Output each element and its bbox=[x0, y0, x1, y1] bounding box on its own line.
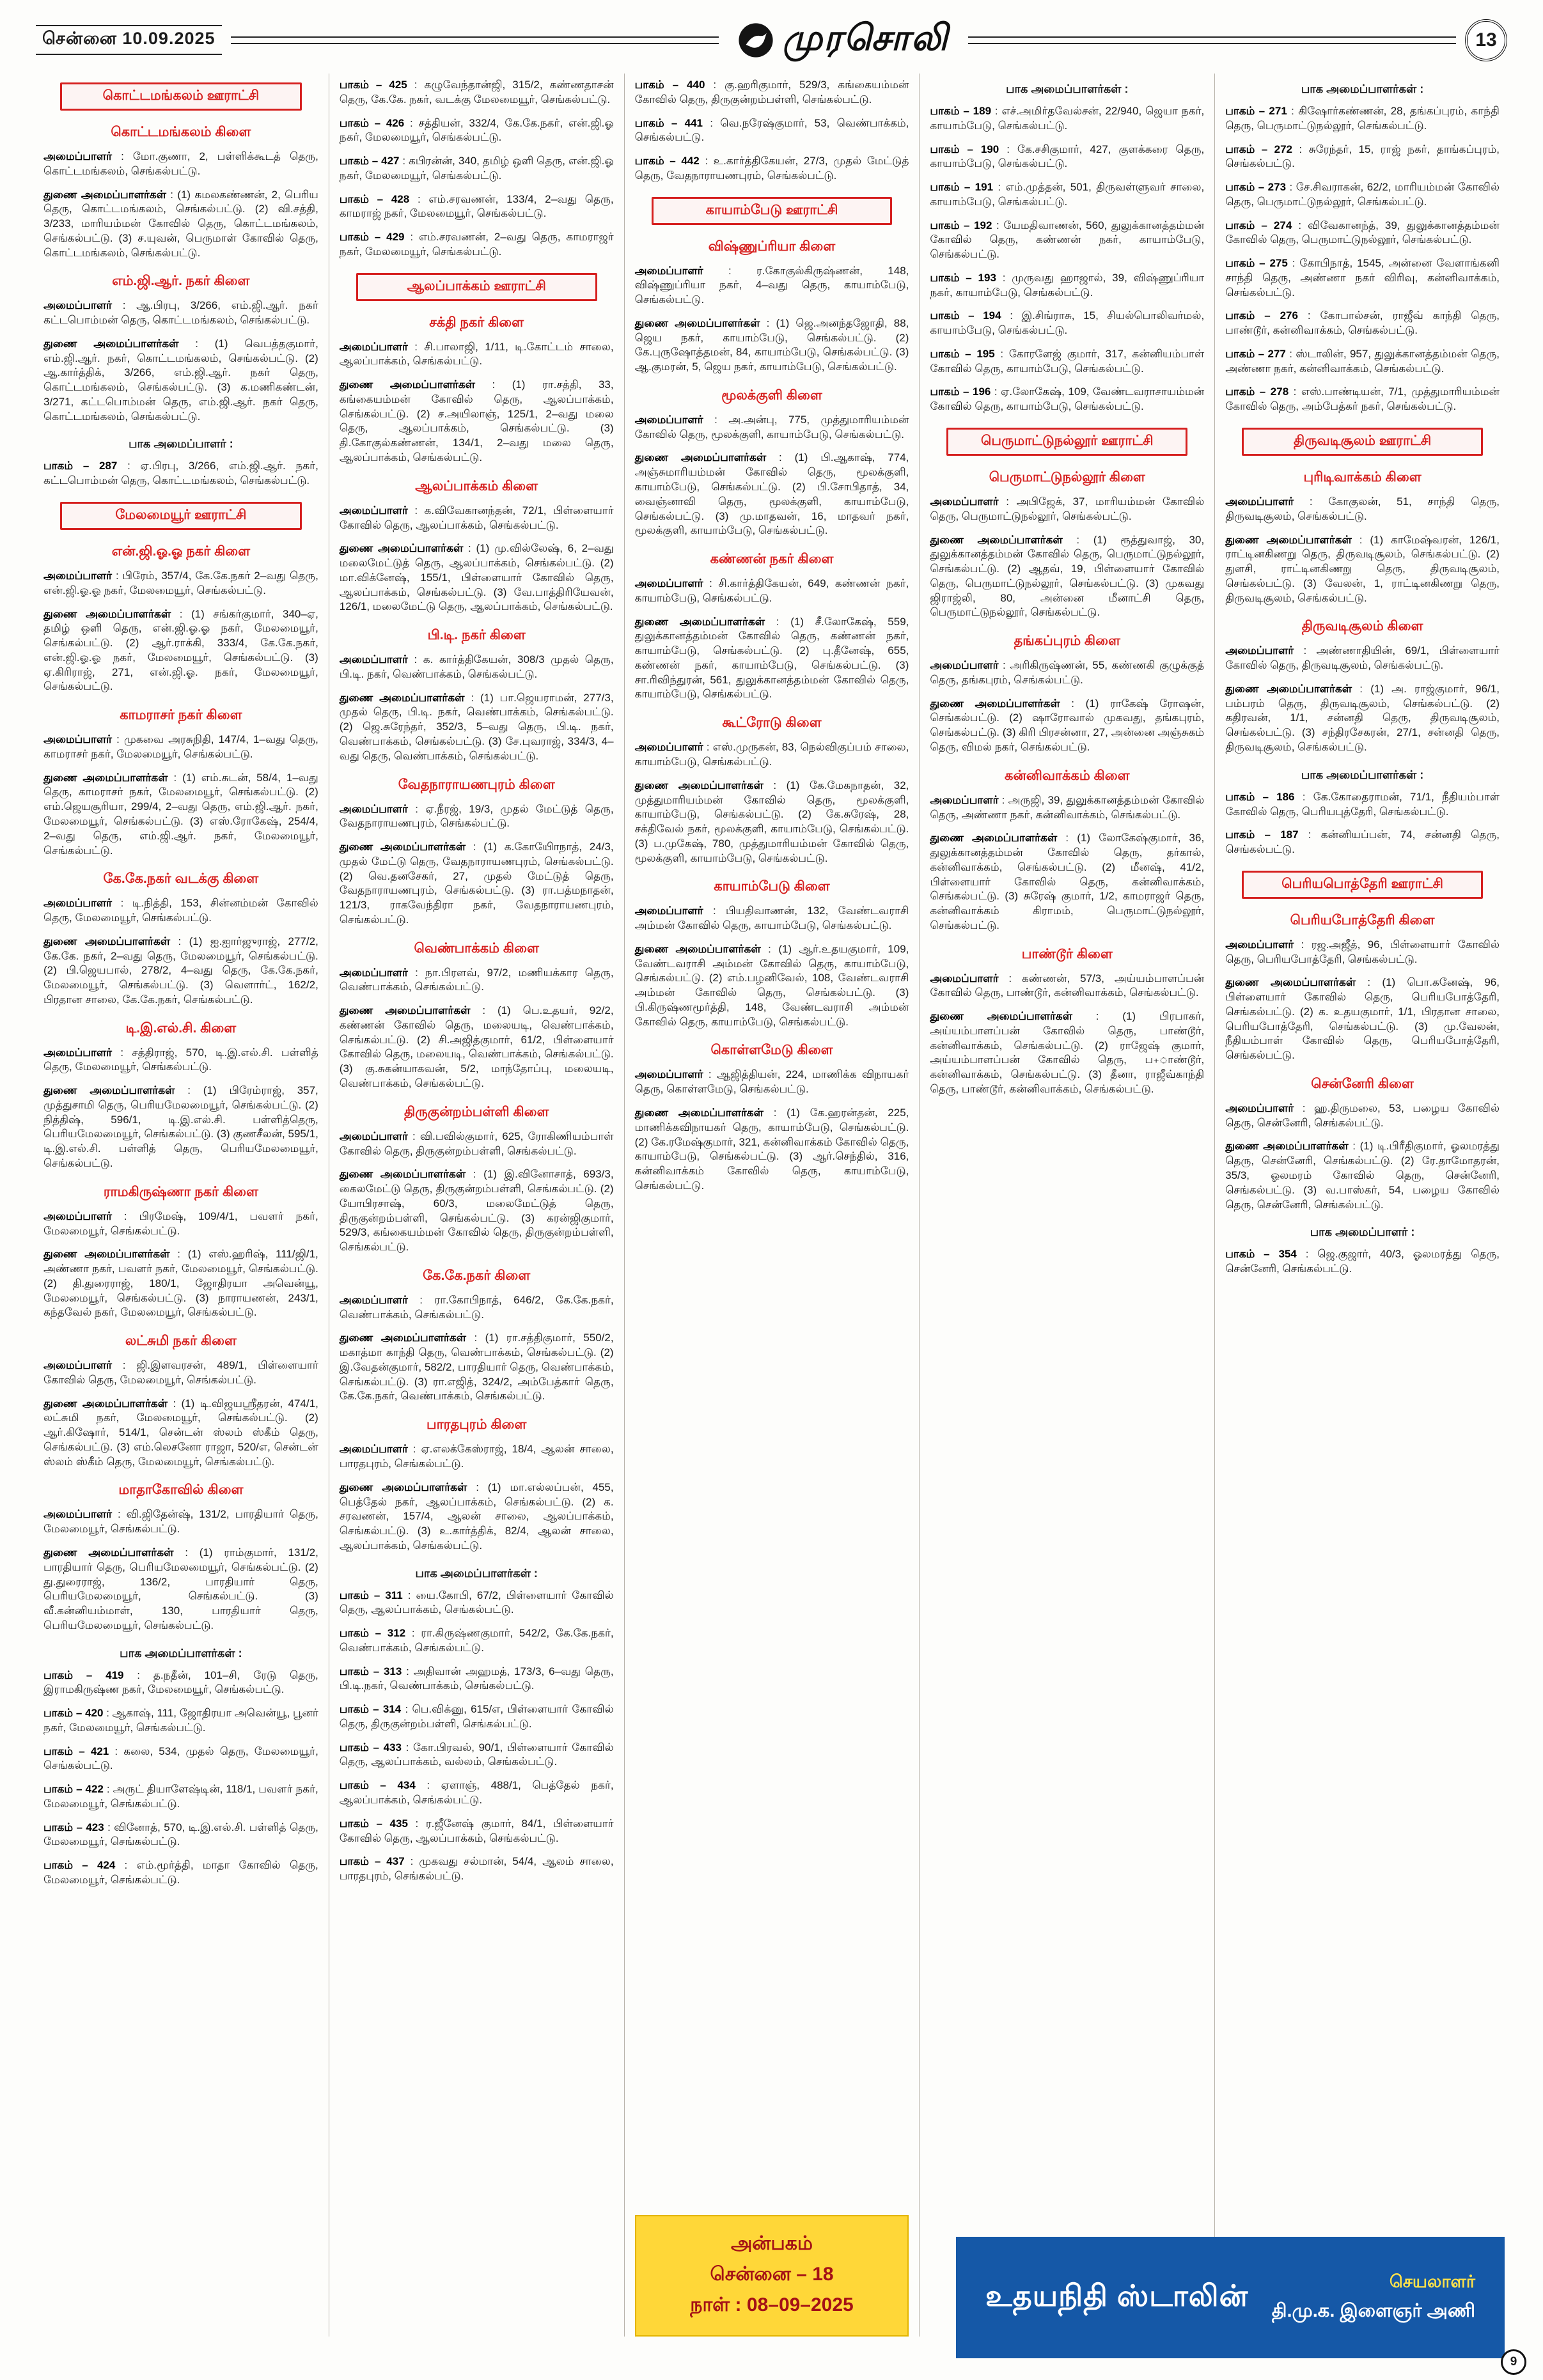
ward-number: பாகம் – 423 bbox=[43, 1821, 104, 1833]
member-paragraph: அமைப்பாளர் : ஹ.திருமலை, 53, பழைய கோவில் தெரு, சென்னேரி, செங்கல்பட்டு. bbox=[1225, 1101, 1500, 1129]
branch-header: கொட்டமங்கலம் கிளை bbox=[111, 125, 251, 139]
ward-organisers-label: பாக அமைப்பாளர்கள் : bbox=[120, 1646, 242, 1660]
signoff-org: தி.மு.க. இளைஞர் அணி bbox=[1271, 2300, 1475, 2321]
branch-header: பாண்டூர் கிளை bbox=[1021, 946, 1113, 961]
role-label: அமைப்பாளர் bbox=[43, 570, 113, 582]
member-paragraph: அமைப்பாளர் : வி.ஜிதேன்ஷ், 131/2, பாரதியார் தெரு, மேலமையூர், செங்கல்பட்டு. bbox=[43, 1508, 318, 1536]
member-paragraph: துணை அமைப்பாளர்கள் : (1) பெ.உதயர், 92/2, கண்ணன் கோவில் தெரு, மலையடி, வெண்பாக்கம், செங்கல்பட்டு. (2) சி.அஜித்குமார், 61/2, பிள்ளையார் கோவில் தெரு, மலையடி, வெண்பாக்கம், செங்கல்பட்டு. (3) கு.சுகன்யாகவன், 5/2, மாந்தோப்பு, மலையடி, வெண்பாக்கம், செங்கல்பட்டு. bbox=[339, 1004, 614, 1089]
role-label: துணை அமைப்பாளர்கள் bbox=[43, 935, 171, 947]
ward-number: பாகம் – 287 bbox=[43, 460, 118, 472]
branch-header: கன்னிவாக்கம் கிளை bbox=[1004, 768, 1130, 783]
ward-number: பாகம் – 194 bbox=[930, 309, 1001, 322]
member-paragraph: அமைப்பாளர் : ரா.கோபிநாத், 646/2, கே.கே.நகர், வெண்பாக்கம், செங்கல்பட்டு. bbox=[339, 1293, 614, 1321]
role-label: அமைப்பாளர் bbox=[339, 1130, 408, 1142]
ward-number: பாகம் – 272 bbox=[1225, 143, 1292, 155]
role-label: அமைப்பாளர் bbox=[43, 299, 113, 312]
ward-organisers-label: பாக அமைப்பாளர்கள் : bbox=[415, 1566, 538, 1580]
role-label: அமைப்பாளர் bbox=[1225, 1101, 1294, 1114]
branch-header: கூட்ரோடு கிளை bbox=[722, 715, 822, 731]
murasoli-logo-icon bbox=[738, 22, 774, 58]
role-label: துணை அமைப்பாளர்கள் bbox=[43, 771, 168, 784]
ward-entry: பாகம் – 187 : கன்னியப்பன், 74, சன்னதி தெரு, செங்கல்பட்டு. bbox=[1225, 828, 1500, 856]
branch-header: சென்னேரி கிளை bbox=[1311, 1076, 1414, 1091]
ward-entry: பாகம் – 434 : ஏளாஞ், 488/1, பெத்தேல் நகர், ஆலப்பாக்கம், செங்கல்பட்டு. bbox=[339, 1779, 614, 1807]
role-label: துணை அமைப்பாளர்கள் bbox=[339, 1168, 466, 1181]
ward-entry: பாகம் – 271 : கிஷோர்கண்ணன், 28, தங்கப்புரம், காந்தி தெரு, பெருமாட்டுநல்லூர், செங்கல்பட்டு. bbox=[1225, 105, 1500, 132]
ward-entry: பாகம் – 354 : ஜெ.குஜார், 40/3, ஓலமரத்து தெரு, சென்னேரி, செங்கல்பட்டு. bbox=[1225, 1248, 1500, 1275]
column-2 bbox=[329, 74, 624, 2337]
ward-entry: பாகம் – 421 : கலை, 534, முதல் தெரு, மேலமையூர், செங்கல்பட்டு. bbox=[43, 1745, 318, 1772]
role-label: அமைப்பாளர் bbox=[339, 1443, 408, 1456]
role-label: அமைப்பாளர் bbox=[43, 1359, 113, 1372]
role-label: துணை அமைப்பாளர்கள் bbox=[634, 615, 765, 628]
member-paragraph: துணை அமைப்பாளர்கள் : (1) மு.வில்லேஷ், 6, 2–வது மலைமேட்டுத் தெரு, ஆலப்பாக்கம், செங்கல்பட்டு. (2) மா.விக்னேஷ், 155/1, பிள்ளையார் கோவில் தெரு, ஆலப்பாக்கம், செங்கல்பட்டு. (3) வே.பாத்திரியேவன், 126/1, மலைமேட்டு தெரு, ஆலப்பாக்கம், செங்கல்பட்டு. bbox=[339, 542, 614, 613]
member-paragraph: அமைப்பாளர் : ஆஜித்தியன், 224, மாணிக்க விநாயகர் தெரு, கொள்ளமேடு, செங்கல்பட்டு. bbox=[634, 1068, 909, 1096]
role-label: துணை அமைப்பாளர்கள் bbox=[930, 533, 1063, 546]
member-paragraph: அமைப்பாளர் : அண்ணாதியின், 69/1, பிள்ளையார் கோவில் தெரு, திருவடிசூலம், செங்கல்பட்டு. bbox=[1225, 644, 1500, 672]
member-paragraph: அமைப்பாளர் : பிரேம், 357/4, கே.கே.நகர் 2–வது தெரு, என்.ஜி.ஓ.ஓ நகர், மேலமையூர், செங்கல்பட்டு. bbox=[43, 570, 318, 596]
ward-entry: பாகம் – 429 : எம்.சரவணன், 2–வது தெரு, காமராஜர் நகர், மேலமையூர், செங்கல்பட்டு. bbox=[339, 231, 614, 258]
role-label: துணை அமைப்பாளர்கள் bbox=[1225, 682, 1352, 695]
ward-entry: பாகம் – 275 : கோபிநாத், 1545, அன்னை வேளாங்கனி சாந்தி தெரு, அண்ணா நகர் விரிவு, கன்னிவாக்கம், செங்கல்பட்டு. bbox=[1225, 257, 1500, 299]
member-paragraph: அமைப்பாளர் : அருஜி, 39, துலுக்கானத்தம்மன் கோவில் தெரு, அண்ணா நகர், கன்னிவாக்கம், செங்கல்பட்டு. bbox=[930, 793, 1205, 821]
ward-entry: பாகம் – 272 : சுரேந்தர், 15, ராஜ் நகர், தாங்கப்புரம், செங்கல்பட்டு. bbox=[1225, 143, 1500, 170]
corner-page-marker: 9 bbox=[1501, 2349, 1526, 2375]
ward-number: பாகம் – 354 bbox=[1225, 1248, 1297, 1261]
panchayat-header: ஆலப்பாக்கம் ஊராட்சி bbox=[356, 273, 597, 301]
role-label: அமைப்பாளர் bbox=[930, 495, 999, 508]
member-paragraph: அமைப்பாளர் : சத்திராஜ், 570, டி.இ.எல்.சி. பள்ளித் தெரு, மேலமையூர், செங்கல்பட்டு. bbox=[43, 1046, 318, 1073]
role-label: துணை அமைப்பாளர்கள் bbox=[339, 1481, 467, 1493]
ward-entry: பாகம் – 442 : உ.கார்த்திகேயன், 27/3, முதல் மேட்டுத் தெரு, வேதநாராயணபுரம், செங்கல்பட்டு. bbox=[634, 155, 909, 182]
branch-header: திருகுன்றம்பள்ளி கிளை bbox=[403, 1104, 549, 1119]
role-label: துணை அமைப்பாளர்கள் bbox=[634, 779, 764, 791]
ward-number: பாகம் – 420 bbox=[43, 1707, 104, 1720]
role-label: துணை அமைப்பாளர்கள் bbox=[43, 1546, 174, 1559]
ward-entry: பாகம் – 192 : யேமதிவாணன், 560, துலுக்கானத்தம்மன் கோவில் தெரு, கண்ணன் நகர், காயாம்பேடு, செங்கல்பட்டு. bbox=[930, 219, 1205, 261]
member-paragraph: அமைப்பாளர் : பியதிவாணன், 132, வேண்டவராசி அம்மன் கோவில் தெரு, காயாம்பேடு, செங்கல்பட்டு. bbox=[634, 905, 909, 932]
role-label: அமைப்பாளர் bbox=[930, 793, 999, 806]
member-paragraph: அமைப்பாளர் : க. கார்த்திகேயன், 308/3 முதல் தெரு, பி.டி. நகர், வெண்பாக்கம், செங்கல்பட்டு. bbox=[339, 653, 614, 680]
ward-number: பாகம் – 278 bbox=[1225, 385, 1289, 398]
panchayat-header: பெரியபொத்தேரி ஊராட்சி bbox=[1242, 871, 1483, 899]
panchayat-header: கொட்டமங்கலம் ஊராட்சி bbox=[60, 82, 302, 111]
member-paragraph: துணை அமைப்பாளர்கள் : (1) ரா.சத்திகுமார், 550/2, மகாத்மா காந்தி தெரு, வெண்பாக்கம், செங்கல்பட்டு. (2) இ.வேதன்குமார், 582/2, பாரதியார் தெரு, வெண்பாக்கம், செங்கல்பட்டு. (3) ரா.எஜித், 324/2, அம்பேத்கார் தெரு, கே.கே.நகர், வெண்பாக்கம், செங்கல்பட்டு. bbox=[339, 1332, 614, 1403]
panchayat-header: காயாம்பேடு ஊராட்சி bbox=[652, 197, 893, 225]
member-paragraph: அமைப்பாளர் : அ.அன்பு, 775, முத்துமாரியம்மன் கோவில் தெரு, மூலக்குளி, காயாம்பேடு, செங்கல்பட்டு. bbox=[634, 413, 909, 440]
ward-number: பாகம் – 273 bbox=[1225, 181, 1287, 194]
announcement-line: அன்பகம் bbox=[730, 2233, 813, 2254]
ward-entry: பாகம் – 441 : வெ.நரேஷ்குமார், 53, வெண்பாக்கம், செங்கல்பட்டு. bbox=[634, 116, 909, 144]
ward-number: பாகம் – 193 bbox=[930, 271, 996, 284]
member-paragraph: துணை அமைப்பாளர்கள் : (1) ஐ.ஐார்ஜுராஜ், 277/2, கே.கே. நகர், 2–வது தெரு, மேலமையூர், செங்கல்பட்டு. (2) பி.ஜெயபால், 278/2, 4–வது தெரு, கே.கே.நகர், மேலமையூர், செங்கல்பட்டு. (3) வெளார்ட், 162/2, பிரதான சாலை, கே.கே.நகர், செங்கல்பட்டு. bbox=[43, 935, 318, 1006]
branch-header: கே.கே.நகர் வடக்கு கிளை bbox=[103, 871, 259, 887]
member-paragraph: அமைப்பாளர் : அபிஜேக், 37, மாரியம்மன் கோவில் தெரு, பெருமாட்டுநல்லூர், செங்கல்பட்டு. bbox=[930, 495, 1205, 522]
role-label: துணை அமைப்பாளர்கள் bbox=[634, 942, 761, 955]
column-5 bbox=[1214, 74, 1510, 2337]
role-label: அமைப்பாளர் bbox=[1225, 938, 1294, 951]
member-paragraph: அமைப்பாளர் : வி.பவில்குமார், 625, ரோகிணியம்பாள் கோவில் தெரு, திருகுன்றம்பள்ளி, செங்கல்பட்டு. bbox=[339, 1130, 614, 1157]
ward-number: பாகம் – 425 bbox=[339, 79, 407, 91]
role-label: துணை அமைப்பாளர்கள் bbox=[339, 378, 476, 391]
branch-header: மூலக்குளி கிளை bbox=[721, 387, 822, 403]
role-label: துணை அமைப்பாளர்கள் bbox=[634, 316, 760, 329]
ward-number: பாகம் – 189 bbox=[930, 105, 992, 117]
role-label: அமைப்பாளர் bbox=[930, 972, 999, 984]
role-label: அமைப்பாளர் bbox=[339, 966, 408, 979]
member-paragraph: அமைப்பாளர் : ஆ.பிரபு, 3/266, எம்.ஜி.ஆர். நகர் கட்டபொம்மன் தெரு, கொட்டமங்கலம், செங்கல்பட்டு. bbox=[43, 299, 318, 327]
member-paragraph: துணை அமைப்பாளர்கள் : (1) பி.ஆகாஷ், 774, அஞ்சுமாரியம்மன் கோவில் தெரு, மூலக்குளி, காயாம்பேடு, செங்கல்பட்டு. (2) பி.சோபிதாத், 34, வைஞ்னாவி தெரு, மூலக்குளி, காயாம்பேடு, செங்கல்பட்டு. (3) மு.மாதவன், 16, மாதவர் நகர், மூலக்குளி, காயாம்பேடு, செங்கல்பட்டு. bbox=[634, 451, 909, 537]
ward-entry: பாகம் – 437 : முகவது சல்மான், 54/4, ஆலம் சாலை, பாரதபுரம், செங்கல்பட்டு. bbox=[339, 1855, 614, 1883]
ward-number: பாகம் – 196 bbox=[930, 385, 991, 398]
ward-entry: பாகம் – 277 : ஸ்டாலின், 957, துலுக்கானத்தம்மன் தெரு, அண்ணா நகர், கன்னிவாக்கம், செங்கல்பட்டு. bbox=[1225, 347, 1500, 375]
branch-header: கே.கே.நகர் கிளை bbox=[423, 1268, 531, 1283]
member-paragraph: துணை அமைப்பாளர்கள் : (1) மா.எல்லப்பன், 455, பெத்தேல் நகர், ஆலப்பாக்கம், செங்கல்பட்டு. (2) க. சரவணன், 157/4, ஆலன் சாலை, ஆலப்பாக்கம், செங்கல்பட்டு. (3) உ.கார்த்திக், 82/4, ஆலன் சாலை, ஆலப்பாக்கம், செங்கல்பட்டு. bbox=[339, 1481, 614, 1552]
role-label: அமைப்பாளர் bbox=[634, 741, 703, 754]
role-label: அமைப்பாளர் bbox=[339, 653, 408, 666]
ward-number: பாகம் – 441 bbox=[634, 116, 703, 129]
role-label: அமைப்பாளர் bbox=[634, 264, 703, 277]
role-label: துணை அமைப்பாளர்கள் bbox=[339, 542, 464, 555]
signoff-details bbox=[1272, 2272, 1475, 2324]
role-label: அமைப்பாளர் bbox=[339, 1293, 408, 1306]
branch-header: கொள்ளமேடு கிளை bbox=[710, 1043, 833, 1058]
page-header bbox=[0, 0, 1543, 70]
member-paragraph: அமைப்பாளர் : க.விவேகானந்தன், 72/1, பிள்ளையார் கோவில் தெரு, ஆலப்பாக்கம், செங்கல்பட்டு. bbox=[339, 504, 614, 531]
member-paragraph: அமைப்பாளர் : நா.பிரளவ், 97/2, மணியக்கார தெரு, வெண்பாக்கம், செங்கல்பட்டு. bbox=[339, 966, 614, 993]
member-paragraph: அமைப்பாளர் : சி.கார்த்திகேயன், 649, கண்ணன் நகர், காயாம்பேடு, செங்கல்பட்டு. bbox=[634, 577, 909, 604]
member-paragraph: அமைப்பாளர் : அரிகிருஷ்ணன், 55, கண்ணகி குழுக்குத் தெரு, தங்கபுரம், செங்கல்பட்டு. bbox=[930, 659, 1205, 686]
member-paragraph: துணை அமைப்பாளர்கள் : (1) காமேஷ்வரன், 126/1, ராட்டினகிணறு தெரு, திருவடிசூலம், செங்கல்பட்டு. (2) துளசி, ராட்டினகிணறு தெரு, திருவடிசூலம், செங்கல்பட்டு. (3) வேலன், 1, ராட்டினகிணறு தெரு, திருவடிசூலம், செங்கல்பட்டு. bbox=[1225, 533, 1500, 604]
member-paragraph: அமைப்பாளர் : டி.நித்தி, 153, சின்னம்மன் கோவில் தெரு, மேலமையூர், செங்கல்பட்டு. bbox=[43, 897, 318, 924]
role-label: அமைப்பாளர் bbox=[43, 897, 113, 910]
ward-entry: பாகம் – 428 : எம்.சரவணன், 133/4, 2–வது தெரு, காமராஜ் நகர், மேலமையூர், செங்கல்பட்டு. bbox=[339, 192, 614, 220]
member-paragraph: துணை அமைப்பாளர்கள் : (1) ராம்குமார், 131/2, பாரதியார் தெரு, பெரியமேலமையூர், செங்கல்பட்டு. (2) து.துரைராஜ், 136/2, பாரதியார் தெரு, பெரியமேலமையூர், செங்கல்பட்டு. (3) வீ.கன்னியம்மாள், 130, பாரதியார் தெரு, பெரியமேலமையூர், செங்கல்பட்டு. bbox=[43, 1546, 318, 1631]
masthead-title: முரசொலி bbox=[782, 17, 949, 58]
role-label: துணை அமைப்பாளர்கள் bbox=[43, 1397, 168, 1410]
ward-number: பாகம் – 421 bbox=[43, 1745, 109, 1757]
role-label: அமைப்பாளர் bbox=[43, 1046, 113, 1059]
branch-header: விஷ்ணுப்ரியா கிளை bbox=[708, 238, 836, 254]
branch-header: பெரியபோத்தேரி கிளை bbox=[1290, 912, 1435, 928]
role-label: துணை அமைப்பாளர்கள் bbox=[339, 691, 465, 704]
branch-header: வேதநாராயணபுரம் கிளை bbox=[398, 777, 555, 792]
member-paragraph: துணை அமைப்பாளர்கள் : (1) வெபத்தகுமார், எம்.ஜி.ஆர். நகர், கொட்டமங்கலம், செங்கல்பட்டு. (2) ஆ.கார்த்திக், 3/266, எம்.ஜி.ஆர். நகர் தெரு, கொட்டமங்கலம், செங்கல்பட்டு. (3) க.மணிகண்டன், 3/271, கட்டபொம்மன் தெரு, எம்.ஜி.ஆர். நகர் தெரு, கொட்டமங்கலம், செங்கல்பட்டு. bbox=[43, 337, 318, 423]
announcement-line: நாள் : 08–09–2025 bbox=[690, 2294, 854, 2315]
ward-number: பாகம் – 192 bbox=[930, 219, 992, 231]
role-label: அமைப்பாளர் bbox=[930, 659, 999, 672]
ward-number: பாகம் – 276 bbox=[1225, 309, 1298, 322]
member-paragraph: துணை அமைப்பாளர்கள் : (1) பிரபாகர், அய்யம்பாளப்பன் கோவில் தெரு, பாண்டூர், கன்னிவாக்கம், செங்கல்பட்டு. (2) ராஜேஷ் குமார், அய்யம்பாளப்பன் கோவில் தெரு, ப+ாண்டூர், கன்னிவாக்கம், செங்கல்பட்டு. (3) தீனா, ராஜீவ்காந்தி தெரு, பாண்டூர், கன்னிவாக்கம், செங்கல்பட்டு. bbox=[930, 1010, 1205, 1095]
branch-header: லட்சுமி நகர் கிளை bbox=[125, 1334, 237, 1349]
member-paragraph: துணை அமைப்பாளர்கள் : (1) இ.வினோசாத், 693/3, கைலமேட்டு தெரு, திருகுன்றம்பள்ளி, செங்கல்பட்டு. (2) யோபிரசாஷ், 60/3, மலைமேட்டுத் தெரு, திருகுன்றம்பள்ளி, செங்கல்பட்டு. (3) கரன்ஜிகுமார், 529/3, கங்கையம்மன் கோவில் தெரு, திருகுன்றம்பள்ளி, செங்கல்பட்டு. bbox=[339, 1168, 614, 1254]
ward-number: பாகம் – 190 bbox=[930, 143, 999, 155]
ward-entry: பாகம் – 440 : கு.ஹரிகுமார், 529/3, கங்கையம்மன் கோவில் தெரு, திருகுன்றம்பள்ளி, செங்கல்பட்டு. bbox=[634, 79, 909, 105]
column-1 bbox=[33, 74, 329, 2337]
ward-entry: பாகம் – 196 : ஏ.லோகேஷ், 109, வேண்டவராசாயம்மன் கோவில் தெரு, காயாம்பேடு, செங்கல்பட்டு. bbox=[930, 385, 1205, 413]
article-columns bbox=[33, 74, 1510, 2337]
signoff-box bbox=[956, 2237, 1505, 2358]
role-label: துணை அமைப்பாளர்கள் bbox=[43, 188, 167, 201]
header-rule-left bbox=[231, 36, 719, 44]
ward-organisers-label: பாக அமைப்பாளர்கள் : bbox=[1006, 82, 1129, 95]
ward-entry: பாகம் – 287 : ஏ.பிரபு, 3/266, எம்.ஜி.ஆர். நகர், கட்டபொம்மன் தெரு, கொட்டமங்கலம், செங்கல்பட்டு. bbox=[43, 460, 318, 487]
ward-organisers-label: பாக அமைப்பாளர் : bbox=[1310, 1225, 1415, 1239]
ward-number: பாகம் – 426 bbox=[339, 116, 405, 129]
ward-entry: பாகம் – 190 : கே.சசிகுமார், 427, குளக்கரை தெரு, காயாம்பேடு, செங்கல்பட்டு. bbox=[930, 143, 1205, 170]
ward-entry: பாகம் – 189 : எச்.அமிர்தவேல்சன், 22/940, ஜெயா நகர், காயாம்பேடு, செங்கல்பட்டு. bbox=[930, 105, 1205, 132]
member-paragraph: துணை அமைப்பாளர்கள் : (1) ஆர்.உதயகுமார், 109, வேண்டவராசி அம்மன் கோவில் தெரு, காயாம்பேடு, செங்கல்பட்டு. (2) எம்.பழனிவேல், 108, வேண்டவராசி அம்மன் கோவில் தெரு, செங்கல்பட்டு. (3) பி.கிருஷ்ணமூர்த்தி, 148, வேண்டவராசி அம்மன் கோவில் தெரு, காயாம்பேடு, செங்கல்பட்டு. bbox=[634, 942, 909, 1028]
member-paragraph: துணை அமைப்பாளர்கள் : (1) சீ.லோகேஷ், 559, துலுக்கானத்தம்மன் கோவில் தெரு, கண்ணன் நகர், காயாம்பேடு, செங்கல்பட்டு. (2) பு.தீனேஷ், 655, கண்ணன் நகர், காயாம்பேடு, செங்கல்பட்டு. (3) சா.ரிவிந்துரன், 561, துலுக்கானத்தம்மன் கோவில் தெரு, காயாம்பேடு, செங்கல்பட்டு. bbox=[634, 615, 909, 701]
member-paragraph: துணை அமைப்பாளர்கள் : (1) ராகேஷ் ரோஷன், செங்கல்பட்டு. (2) ஷாரோவால் முகவது, தங்கபுரம், செங்கல்பட்டு. (3) கிரி பிரசன்னா, 27, அன்னை அஞ்சுகம் தெரு, விமல் நகர், செங்கல்பட்டு. bbox=[930, 697, 1205, 753]
branch-header: திருவடிசூலம் கிளை bbox=[1301, 619, 1423, 634]
role-label: துணை அமைப்பாளர்கள் bbox=[339, 1004, 471, 1017]
branch-header: காயாம்பேடு கிளை bbox=[714, 879, 830, 894]
role-label: அமைப்பாளர் bbox=[1225, 644, 1294, 657]
ward-number: பாகம் – 274 bbox=[1225, 219, 1292, 231]
ward-entry: பாகம் – 427 : கபிரன்ன், 340, தமிழ் ஒளி தெரு, என்.ஜி.ஓ நகர், மேலமையூர், செங்கல்பட்டு. bbox=[339, 155, 614, 182]
panchayat-header: திருவடிசூலம் ஊராட்சி bbox=[1242, 428, 1483, 456]
ward-entry: பாகம் – 276 : கோபால்சன், ராஜீவ் காந்தி தெரு, பாண்டூர், கன்னிவாக்கம், செங்கல்பட்டு. bbox=[1225, 309, 1500, 337]
role-label: துணை அமைப்பாளர்கள் bbox=[339, 1332, 466, 1344]
panchayat-header: பெருமாட்டுநல்லூர் ஊராட்சி bbox=[946, 428, 1187, 456]
ward-number: பாகம் – 195 bbox=[930, 347, 995, 360]
ward-entry: பாகம் – 186 : கே.கோதைராமன், 71/1, நீதியம்பாள் கோவில் தெரு, பெரியபுத்தேரி, செங்கல்பட்டு. bbox=[1225, 790, 1500, 818]
branch-header: பி.டி. நகர் கிளை bbox=[427, 628, 526, 643]
ward-entry: பாகம் – 314 : பெ.விக்னு, 615/எ, பிள்ளையார் கோவில் தெரு, திருகுன்றம்பள்ளி, செங்கல்பட்டு. bbox=[339, 1703, 614, 1730]
role-label: துணை அமைப்பாளர்கள் bbox=[43, 607, 171, 620]
ward-entry: பாகம் – 424 : எம்.மூர்த்தி, மாதா கோவில் தெரு, மேலமையூர், செங்கல்பட்டு. bbox=[43, 1859, 318, 1886]
ward-entry: பாகம் – 274 : விவேகானந்த், 39, துலுக்கானத்தம்மன் கோவில் தெரு, பெருமாட்டுநல்லூர், செங்கல்பட்டு. bbox=[1225, 219, 1500, 246]
ward-entry: பாகம் – 422 : அருட் தியாளேஷ்டின், 118/1, பவளர் நகர், மேலமையூர், செங்கல்பட்டு. bbox=[43, 1783, 318, 1810]
member-paragraph: அமைப்பாளர் : சி.பாலாஜி, 1/11, டி.கோட்டம் சாலை, ஆலப்பாக்கம், செங்கல்பட்டு. bbox=[339, 340, 614, 368]
role-label: அமைப்பாளர் bbox=[634, 905, 703, 917]
column-4 bbox=[919, 74, 1214, 2337]
member-paragraph: துணை அமைப்பாளர்கள் : (1) ரூத்துவாஜ், 30, துலுக்கானத்தம்மன் கோவில் தெரு, பெருமாட்டுநல்லூர், செங்கல்பட்டு. (2) ஆதவ், 19, பிள்ளையார் கோவில் தெரு, பெருமாட்டுநல்லூர், செங்கல்பட்டு. (3) முகவது ஜிராஜ்லி, 80, அன்னை மீனாட்சி தெரு, பெருமாட்டுநல்லூர், செங்கல்பட்டு. bbox=[930, 533, 1205, 619]
branch-header: என்.ஜி.ஓ.ஓ நகர் கிளை bbox=[111, 544, 251, 559]
role-label: அமைப்பாளர் bbox=[634, 1068, 703, 1081]
member-paragraph: அமைப்பாளர் : மோ.குணா, 2, பள்ளிக்கூடத் தெரு, கொட்டமங்கலம், செங்கல்பட்டு. bbox=[43, 150, 318, 177]
branch-header: எம்.ஜி.ஆர். நகர் கிளை bbox=[112, 274, 250, 289]
page-number-badge: 13 bbox=[1465, 19, 1507, 61]
ward-number: பாகம் – 186 bbox=[1225, 790, 1295, 803]
member-paragraph: துணை அமைப்பாளர்கள் : (1) லோகேஷ்குமார், 36, துலுக்கானத்தம்மன் கோவில் தெரு, தர்கால், கன்னிவாக்கம், செங்கல்பட்டு. (2) மீனஷ், 41/2, பிள்ளையார் கோவில் தெரு, கன்னிவாக்கம், செங்கல்பட்டு. (3) சுரேஷ் குமார், 1/2, காமராஜர் தெரு, கன்னிவாக்கம் கிராமம், பெருமாட்டுநல்லூர், செங்கல்பட்டு. bbox=[930, 832, 1205, 931]
role-label: துணை அமைப்பாளர்கள் bbox=[634, 1106, 764, 1119]
role-label: துணை அமைப்பாளர்கள் bbox=[43, 337, 179, 350]
role-label: துணை அமைப்பாளர்கள் bbox=[43, 1248, 170, 1261]
role-label: துணை அமைப்பாளர்கள் bbox=[1225, 976, 1356, 989]
ward-number: பாகம் – 434 bbox=[339, 1779, 416, 1792]
member-paragraph: அமைப்பாளர் : பிரமேஷ், 109/4/1, பவளர் நகர், மேலமையூர், செங்கல்பட்டு. bbox=[43, 1209, 318, 1237]
member-paragraph: துணை அமைப்பாளர்கள் : (1) பா.ஜெயராமன், 277/3, முதல் தெரு, பி.டி. நகர், வெண்பாக்கம், செங்கல்பட்டு. (2) ஜெ.சுரேந்தர், 352/3, 5–வது தெரு, பி.டி. நகர், வெண்பாக்கம், செங்கல்பட்டு. (3) சே.புவராஜ், 334/3, 4–வது தெரு, வெண்பாக்கம், செங்கல்பட்டு. bbox=[339, 691, 614, 762]
announcement-line: சென்னை – 18 bbox=[710, 2264, 834, 2285]
ward-entry: பாகம் – 423 : வினோத், 570, டி.இ.எல்.சி. பள்ளித் தெரு, மேலமையூர், செங்கல்பட்டு. bbox=[43, 1821, 318, 1848]
panchayat-header: மேலமையூர் ஊராட்சி bbox=[60, 502, 302, 530]
column-3 bbox=[624, 74, 920, 2337]
ward-entry: பாகம் – 435 : ர.ஜீனேஷ் குமார், 84/1, பிள்ளையார் கோவில் தெரு, ஆலப்பாக்கம், செங்கல்பட்டு. bbox=[339, 1817, 614, 1844]
role-label: துணை அமைப்பாளர்கள் bbox=[930, 1010, 1072, 1023]
member-paragraph: துணை அமைப்பாளர்கள் : (1) டி.பிரீதிகுமார், ஓலமரத்து தெரு, சென்னேரி, செங்கல்பட்டு. (2) ரே.தாமோதரன், 35/3, ஓலமரம் கோவில் தெரு, சென்னேரி, செங்கல்பட்டு. (3) வ.பாஸ்கர், 54, பழைய கோவில் தெரு, சென்னேரி, செங்கல்பட்டு. bbox=[1225, 1140, 1500, 1211]
branch-header: ராமகிருஷ்ணா நகர் கிளை bbox=[103, 1184, 258, 1199]
ward-organisers-label: பாக அமைப்பாளர்கள் : bbox=[1301, 82, 1424, 95]
ward-organisers-label: பாக அமைப்பாளர் : bbox=[129, 437, 233, 451]
ward-entry: பாகம் – 194 : இ.சிங்ராசு, 15, சியல்பொலிவர்மல், காயாம்பேடு, செங்கல்பட்டு. bbox=[930, 309, 1205, 337]
ward-number: பாகம் – 427 bbox=[339, 155, 400, 167]
ward-number: பாகம் – 419 bbox=[43, 1668, 124, 1681]
role-label: துணை அமைப்பாளர்கள் bbox=[43, 1084, 175, 1097]
member-paragraph: துணை அமைப்பாளர்கள் : (1) அ. ராஜ்குமார், 96/1, பம்பரம் தெரு, திருவடிசூலம், செங்கல்பட்டு. (2) கதிரவன், 1/1, சன்னதி தெரு, திருவடிசூலம், செங்கல்பட்டு. (3) சந்திரசேகரன், 27/1, சன்னதி தெரு, திருவடிசூலம், செங்கல்பட்டு. bbox=[1225, 682, 1500, 753]
ward-number: பாகம் – 312 bbox=[339, 1627, 406, 1640]
ward-number: பாகம் – 422 bbox=[43, 1783, 104, 1796]
dateline: சென்னை 10.09.2025 bbox=[36, 25, 222, 55]
member-paragraph: அமைப்பாளர் : ர.கோகுல்கிருஷ்ணன், 148, விஷ்ணுப்ரியா நகர், 4–வது தெரு, காயாம்பேடு, செங்கல்பட்டு. bbox=[634, 264, 909, 306]
ward-number: பாகம் – 424 bbox=[43, 1859, 116, 1872]
ward-number: பாகம் – 277 bbox=[1225, 347, 1286, 360]
role-label: துணை அமைப்பாளர்கள் bbox=[634, 451, 767, 464]
ward-entry: பாகம் – 313 : அதிவான் அஹமத், 173/3, 6–வது தெரு, பி.டி.நகர், வெண்பாக்கம், செங்கல்பட்டு. bbox=[339, 1665, 614, 1692]
role-label: துணை அமைப்பாளர்கள் bbox=[930, 697, 1060, 710]
role-label: அமைப்பாளர் bbox=[43, 1508, 113, 1521]
masthead bbox=[728, 17, 959, 63]
member-paragraph: அமைப்பாளர் : ஜி.இளவரசன், 489/1, பிள்ளையார் கோவில் தெரு, மேலமையூர், செங்கல்பட்டு. bbox=[43, 1359, 318, 1386]
ward-number: பாகம் – 433 bbox=[339, 1741, 402, 1754]
member-paragraph: அமைப்பாளர் : ஏ.நீரஜ், 19/3, முதல் மேட்டுத் தெரு, வேதநாராயணபுரம், செங்கல்பட்டு. bbox=[339, 802, 614, 830]
ward-organisers-label: பாக அமைப்பாளர்கள் : bbox=[1301, 768, 1424, 781]
ward-entry: பாகம் – 419 : த.நதீன், 101–சி, ரேடு தெரு, இராமகிருஷ்ண நகர், மேலமையூர், செங்கல்பட்டு. bbox=[43, 1668, 318, 1696]
ward-number: பாகம் – 429 bbox=[339, 231, 405, 244]
branch-header: புரிடிவாக்கம் கிளை bbox=[1303, 470, 1422, 485]
role-label: துணை அமைப்பாளர்கள் bbox=[339, 841, 466, 853]
ward-number: பாகம் – 187 bbox=[1225, 828, 1299, 841]
branch-header: வெண்பாக்கம் கிளை bbox=[414, 940, 539, 956]
ward-number: பாகம் – 313 bbox=[339, 1665, 402, 1677]
role-label: அமைப்பாளர் bbox=[634, 413, 703, 426]
signoff-role: செயலாளர் bbox=[1389, 2271, 1475, 2291]
role-label: அமைப்பாளர் bbox=[339, 504, 408, 517]
header-rule-right bbox=[968, 36, 1456, 44]
member-paragraph: துணை அமைப்பாளர்கள் : (1) பிரேம்ராஜ், 357, முத்துசாமி தெரு, பெரியமேலமையூர், செங்கல்பட்டு. (2) நித்திஷ், 596/1, டி.இ.எல்.சி. பள்ளித்தெரு, பெரியமேலமையூர், செங்கல்பட்டு. (3) குணசீலன், 595/1, டி.இ.எல்.சி. பள்ளித் தெரு, பெரியமேலமையூர், செங்கல்பட்டு. bbox=[43, 1084, 318, 1169]
member-paragraph: துணை அமைப்பாளர்கள் : (1) எஸ்.ஹரிஷ், 111/ஜி/1, அண்ணா நகர், பவளர் நகர், மேலமையூர், செங்கல்பட்டு. (2) தி.துரைராஜ், 180/1, ஜோதிரயா அவென்யூ, மேலமையூர், செங்கல்பட்டு. (3) நாராயணன், 243/1, கந்தவேல் நகர், மேலமையூர், செங்கல்பட்டு. bbox=[43, 1248, 318, 1319]
member-paragraph: அமைப்பாளர் : ரஜ.அஜீத், 96, பிள்ளையார் கோவில் தெரு, பெரியபோத்தேரி, செங்கல்பட்டு. bbox=[1225, 938, 1500, 965]
ward-entry: பாகம் – 311 : யை.கோபி, 67/2, பிள்ளையார் கோவில் தெரு, ஆலப்பாக்கம், செங்கல்பட்டு. bbox=[339, 1589, 614, 1616]
member-paragraph: துணை அமைப்பாளர்கள் : (1) ரா.சத்தி, 33, கங்கையம்மன் கோவில் தெரு, ஆலப்பாக்கம், செங்கல்பட்டு. (2) ச.அயிலாஞ், 125/1, 2–வது மலை தெரு, ஆலப்பாக்கம், செங்கல்பட்டு. (3) தி.கோகுல்கண்ணன், 134/1, 2–வது மலை தெரு, ஆலப்பாக்கம், செங்கல்பட்டு. bbox=[339, 378, 614, 464]
branch-header: சக்தி நகர் கிளை bbox=[429, 315, 524, 330]
role-label: அமைப்பாளர் bbox=[1225, 495, 1294, 508]
ward-number: பாகம் – 442 bbox=[634, 155, 700, 167]
member-paragraph: துணை அமைப்பாளர்கள் : (1) க.கோயிோநாத், 24/3, முதல் மேட்டு தெரு, வேதநாராயணபுரம், செங்கல்பட்டு. (2) வெ.தனசேகர், 27, முதல் மேட்டுத் தெரு, வேதநாராயணபுரம், செங்கல்பட்டு. (3) ரா.பத்மநாதன், 121/3, ராகவேந்திரா நகர், வேதநாராயணபுரம், செங்கல்பட்டு. bbox=[339, 841, 614, 926]
role-label: துணை அமைப்பாளர்கள் bbox=[1225, 533, 1352, 546]
member-paragraph: துணை அமைப்பாளர்கள் : (1) சங்கர்குமார், 340–ஏ, தமிழ் ஒளி தெரு, என்.ஜி.ஓ.ஓ நகர், மேலமையூர், செங்கல்பட்டு. (2) ஆர்.ராக்கி, 333/4, கே.கே.நகர், என்.ஜி.ஓ.ஓ நகர், மேலமையூர், செங்கல்பட்டு. (3) ஏ.கிரிராஜ், 271, என்.ஜி.ஓ. நகர், மேலமையூர், செங்கல்பட்டு. bbox=[43, 607, 318, 693]
member-paragraph: துணை அமைப்பாளர்கள் : (1) பொ.கனேஷ், 96, பிள்ளையார் கோவில் தெரு, பெரியபோத்தேரி, செங்கல்பட்டு. (2) க. உதயகுமார், 1/1, பிரதான சாலை, பெரியபோத்தேரி, செங்கல்பட்டு. (3) மு.வேலன், நீதியம்பாள் கோவில் தெரு, பெரியபோத்தேரி, செங்கல்பட்டு. bbox=[1225, 976, 1500, 1062]
ward-number: பாகம் – 311 bbox=[339, 1589, 403, 1601]
ward-entry: பாகம் – 312 : ரா.கிருஷ்ணகுமார், 542/2, கே.கே.நகர், வெண்பாக்கம், செங்கல்பட்டு. bbox=[339, 1627, 614, 1654]
member-paragraph: துணை அமைப்பாளர்கள் : (1) கே.ஹரன்தன், 225, மாணிக்கவிநாயகர் தெரு, காயாம்பேடு, செங்கல்பட்டு. (2) கே.ரமேஷ்குமார், 321, கன்னிவாக்கம் கோவில் தெரு, காயாம்பேடு, செங்கல்பட்டு. (3) ஆர்.செந்தில், 316, கன்னிவாக்கம் கோவில் தெரு, காயாம்பேடு, செங்கல்பட்டு. bbox=[634, 1106, 909, 1192]
member-paragraph: அமைப்பாளர் : முகவை அரசுநிதி, 147/4, 1–வது தெரு, காமராசர் நகர், மேலமையூர், செங்கல்பட்டு. bbox=[43, 733, 318, 760]
branch-header: பாரதபுரம் கிளை bbox=[427, 1417, 527, 1433]
branch-header: காமராசர் நகர் கிளை bbox=[120, 708, 242, 723]
branch-header: மாதாகோவில் கிளை bbox=[118, 1482, 244, 1498]
signoff-name: உதயநிதி ஸ்டாலின் bbox=[985, 2278, 1249, 2312]
ward-number: பாகம் – 275 bbox=[1225, 257, 1288, 270]
role-label: அமைப்பாளர் bbox=[339, 802, 408, 815]
member-paragraph: துணை அமைப்பாளர்கள் : (1) ஜெ.அனந்தஜோதி, 88, ஜெய நகர், காயாம்பேடு, செங்கல்பட்டு. (2) கே.புருஷோத்தமன், 84, காயாம்பேடு, செங்கல்பட்டு. (3) ஆ.குமரன், 5, ஜெய நகர், காயாம்பேடு, செங்கல்பட்டு. bbox=[634, 316, 909, 373]
ward-number: பாகம் – 437 bbox=[339, 1855, 405, 1868]
ward-entry: பாகம் – 278 : எஸ்.பாண்டியன், 7/1, முத்துமாரியம்மன் கோவில் தெரு, அம்பேத்கர் நகர், செங்கல்பட்டு. bbox=[1225, 385, 1500, 413]
ward-number: பாகம் – 271 bbox=[1225, 105, 1287, 117]
role-label: அமைப்பாளர் bbox=[43, 1209, 113, 1222]
ward-entry: பாகம் – 191 : எம்.முத்தன், 501, திருவள்ளுவர் சாலை, காயாம்பேடு, செங்கல்பட்டு. bbox=[930, 181, 1205, 208]
member-paragraph: துணை அமைப்பாளர்கள் : (1) கமலகண்ணன், 2, பெரிய தெரு, கொட்டமங்கலம், செங்கல்பட்டு. (2) வி.சத்தி, 3/233, மாரியம்மன் கோவில் தெரு, கொட்டமங்கலம், செங்கல்பட்டு. (3) ச.யுவன், பெருமாள் கோவில் தெரு, கொட்டமங்கலம், செங்கல்பட்டு. bbox=[43, 188, 318, 259]
member-paragraph: துணை அமைப்பாளர்கள் : (1) எம்.சுடன், 58/4, 1–வது தெரு, காமராசர் நகர், மேலமையூர், செங்கல்பட்டு. (2) எம்.ஜெயசூரியா, 299/4, 2–வது தெரு, எம்.ஜி.ஆர். நகர், மேலமையூர், செங்கல்பட்டு. (3) எஸ்.ரோகேஷ், 254/4, 2–வது தெரு, எம்.ஜி.ஆர். நகர், மேலமையூர், செங்கல்பட்டு. bbox=[43, 771, 318, 857]
role-label: துணை அமைப்பாளர்கள் bbox=[1225, 1140, 1349, 1153]
announcement-box bbox=[635, 2215, 909, 2337]
ward-number: பாகம் – 440 bbox=[634, 79, 705, 91]
branch-header: கண்ணன் நகர் கிளை bbox=[710, 552, 834, 567]
ward-entry: பாகம் – 425 : கழுவேந்தான்ஜி, 315/2, கண்ணதாசன் தெரு, கே.கே. நகர், வடக்கு மேலமையூர், செங்கல்பட்டு. bbox=[339, 79, 614, 105]
member-paragraph: அமைப்பாளர் : கோகுலன், 51, சாந்தி தெரு, திருவடிசூலம், செங்கல்பட்டு. bbox=[1225, 495, 1500, 522]
branch-header: டி.இ.எல்.சி. கிளை bbox=[125, 1020, 237, 1036]
ward-entry: பாகம் – 420 : ஆகாஷ், 111, ஜோதிரயா அவென்யூ, பூனர் நகர், மேலமையூர், செங்கல்பட்டு. bbox=[43, 1707, 318, 1734]
member-paragraph: துணை அமைப்பாளர்கள் : (1) டி.விஜயஸ்ரீதரன், 474/1, லட்சுமி நகர், மேலமையூர், செங்கல்பட்டு. (2) ஆர்.கிஷோர், 514/1, சென்டன் ஸ்லம் ஸ்கீம் தெரு, செங்கல்பட்டு. (3) எம்.லெசனோ ராஜா, 520/எ, சென்டன் ஸ்லம் ஸ்கீம் தெரு, மேலமையூர், செங்கல்பட்டு. bbox=[43, 1397, 318, 1468]
ward-number: பாகம் – 428 bbox=[339, 192, 410, 205]
ward-entry: பாகம் – 195 : கோரளேஜ் குமார், 317, கன்னியம்பாள் கோவில் தெரு, காயாம்பேடு, செங்கல்பட்டு. bbox=[930, 347, 1205, 375]
member-paragraph: அமைப்பாளர் : ஏ.எலக்கேஸ்ராஜ், 18/4, ஆலன் சாலை, பாரதபுரம், செங்கல்பட்டு. bbox=[339, 1443, 614, 1470]
role-label: அமைப்பாளர் bbox=[43, 733, 113, 746]
ward-entry: பாகம் – 433 : கோ.பிரவல், 90/1, பிள்ளையார் கோவில் தெரு, ஆலப்பாக்கம், வல்லம், செங்கல்பட்டு. bbox=[339, 1741, 614, 1768]
ward-entry: பாகம் – 193 : முருவது ஹாஜால், 39, விஷ்ணுப்ரியா நகர், காயாம்பேடு, செங்கல்பட்டு. bbox=[930, 271, 1205, 299]
branch-header: ஆலப்பாக்கம் கிளை bbox=[415, 478, 538, 494]
ward-number: பாகம் – 191 bbox=[930, 181, 994, 194]
ward-number: பாகம் – 314 bbox=[339, 1703, 402, 1716]
ward-entry: பாகம் – 273 : சே.சிவராகன், 62/2, மாரியம்மன் கோவில் தெரு, பெருமாட்டுநல்லூர், செங்கல்பட்டு. bbox=[1225, 181, 1500, 208]
member-paragraph: அமைப்பாளர் : எஸ்.முருகன், 83, நெல்விகுப்பம் சாலை, காயாம்பேடு, செங்கல்பட்டு. bbox=[634, 741, 909, 768]
branch-header: பெருமாட்டுநல்லூர் கிளை bbox=[989, 470, 1145, 485]
member-paragraph: அமைப்பாளர் : கண்ணன், 57/3, அய்யம்பாளப்பன் கோவில் தெரு, பாண்டூர், கன்னிவாக்கம், செங்கல்பட்டு. bbox=[930, 972, 1205, 999]
ward-number: பாகம் – 435 bbox=[339, 1817, 408, 1830]
role-label: அமைப்பாளர் bbox=[634, 577, 703, 590]
role-label: அமைப்பாளர் bbox=[43, 150, 113, 162]
member-paragraph: துணை அமைப்பாளர்கள் : (1) கே.மேகநாதன், 32, முத்துமாரியம்மன் கோவில் தெரு, மூலக்குளி, காயாம்பேடு, செங்கல்பட்டு. (2) கே.சுரேஷ், 28, சக்திவேல் நகர், மூலக்குளி, காயாம்பேடு, செங்கல்பட்டு. (3) ப.முகேஷ், 780, முத்துமாரியம்மன் கோவில் தெரு, மூலக்குளி, காயாம்பேடு, செங்கல்பட்டு. bbox=[634, 779, 909, 864]
role-label: அமைப்பாளர் bbox=[339, 340, 408, 353]
role-label: துணை அமைப்பாளர்கள் bbox=[930, 832, 1058, 844]
ward-entry: பாகம் – 426 : சத்தியன், 332/4, கே.கே.நகர், என்.ஜி.ஓ நகர், மேலமையூர், செங்கல்பட்டு. bbox=[339, 116, 614, 144]
branch-header: தங்கப்புரம் கிளை bbox=[1014, 634, 1120, 649]
